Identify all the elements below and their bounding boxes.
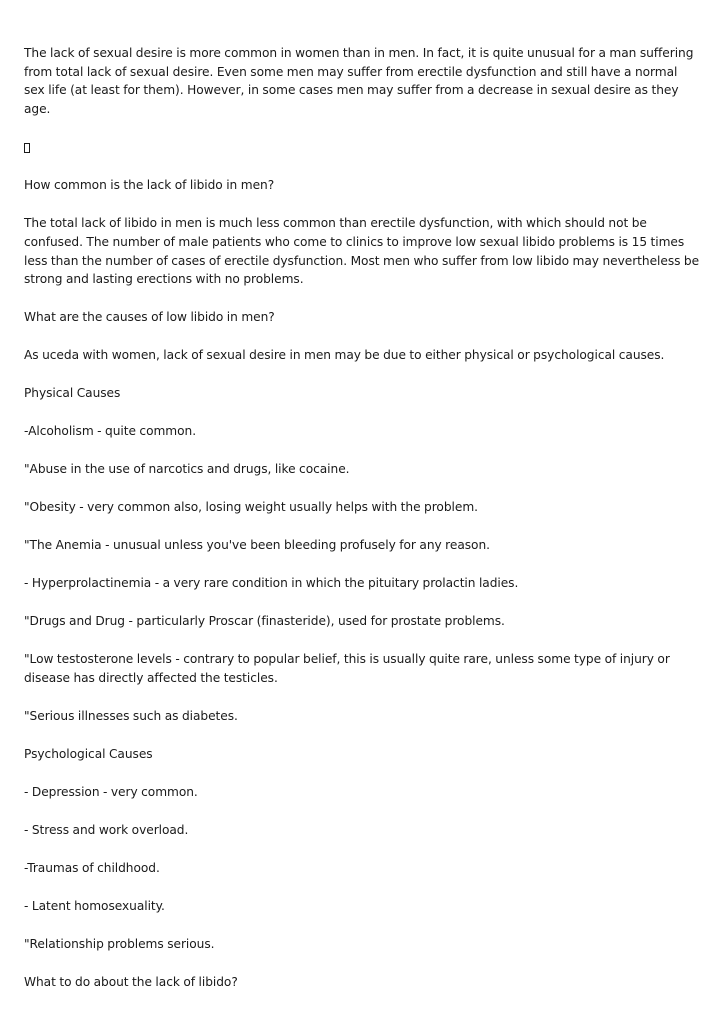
missing-glyph-line <box>24 138 700 157</box>
section-heading: Physical Causes <box>24 386 121 401</box>
list-item: "Abuse in the use of narcotics and drugs, like cocaine. <box>24 462 350 477</box>
list-item: - Hyperprolactinemia - a very rare condition in which the pituitary prolactin ladies. <box>24 576 519 591</box>
list-item: "Low testosterone levels - contrary to popular belief, this is usually quite rare, unless some type of injury or disease has directly affected the testicles. <box>24 652 670 685</box>
list-item: - Stress and work overload. <box>24 822 189 837</box>
body-paragraph: The total lack of libido in men is much less common than erectile dysfunction, with which should not be confused. The number of male patients who come to clinics to improve low sexual libido problems is 15 times less than the number of cases of erectile dysfunction. Most men who suffer from low libido may nevertheless be strong and lasting erections with no problems. <box>24 216 700 287</box>
question-heading: What to do about the lack of libido? <box>24 974 238 989</box>
section-heading: Psychological Causes <box>24 746 153 761</box>
list-item: "Obesity - very common also, losing weight usually helps with the problem. <box>24 500 478 515</box>
list-item: "The Anemia - unusual unless you've been bleeding profusely for any reason. <box>24 538 490 553</box>
list-item: "Serious illnesses such as diabetes. <box>24 708 238 723</box>
list-item: -Alcoholism - quite common. <box>24 424 197 439</box>
list-item: "Relationship problems serious. <box>24 936 215 951</box>
document-body <box>24 44 700 1011</box>
list-item: "Drugs and Drug - particularly Proscar (finasteride), used for prostate problems. <box>24 614 505 629</box>
list-item: - Depression - very common. <box>24 784 198 799</box>
intro-paragraph: The lack of sexual desire is more common in women than in men. In fact, it is quite unusual for a man suffering from total lack of sexual desire. Even some men may suffer from erectile dysfunction and still have a normal sex life (at least for them). However, in some cases men may suffer from a decrease in sexual desire as they age. <box>24 46 694 117</box>
body-paragraph: As uceda with women, lack of sexual desire in men may be due to either physical or psychological causes. <box>24 348 665 363</box>
list-item: -Traumas of childhood. <box>24 860 160 875</box>
question-heading: How common is the lack of libido in men? <box>24 178 275 193</box>
missing-glyph-icon <box>24 143 30 153</box>
question-heading: What are the causes of low libido in men? <box>24 310 275 325</box>
list-item: - Latent homosexuality. <box>24 898 165 913</box>
